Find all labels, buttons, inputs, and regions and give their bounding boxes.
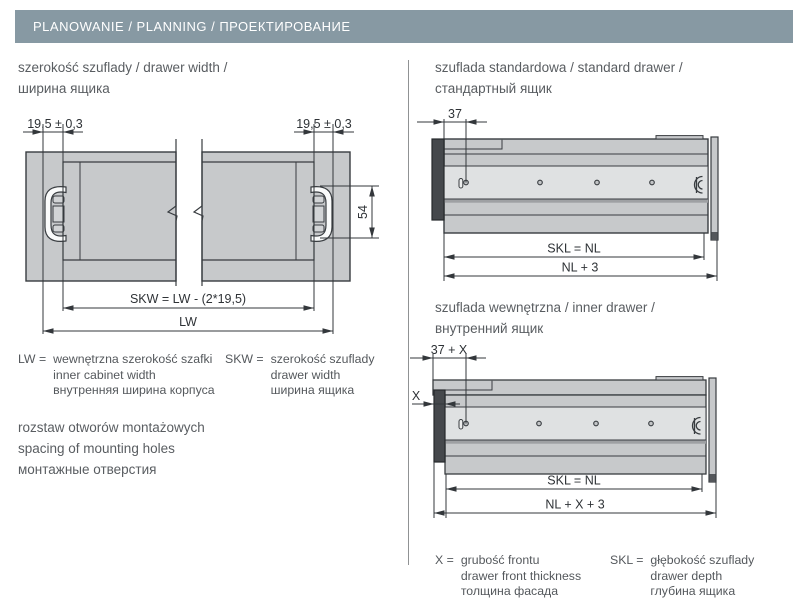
dim-total: NL + X + 3 <box>545 497 605 512</box>
title-line: szuflada standardowa / standard drawer / <box>435 60 683 75</box>
legend-term: LW = <box>18 352 47 366</box>
width-legend <box>18 352 400 399</box>
dim-front-offset: 37 <box>448 107 462 121</box>
dim-lw: LW <box>179 315 197 329</box>
legend-definition: wewnętrzna szerokość szafki inner cabinet width внутренняя ширина корпуса <box>53 352 215 397</box>
depth-legend <box>435 553 795 600</box>
dim-skw: SKW = LW - (2*19,5) <box>129 292 247 306</box>
section-title-standard-drawer <box>435 57 683 99</box>
legend-definition: grubość frontu drawer front thickness толщина фасада <box>460 553 582 598</box>
dim-skl: SKL = NL <box>547 473 601 488</box>
dim-offset-right: 19,5 ± 0,3 <box>296 117 352 131</box>
slide-side-view <box>433 377 716 482</box>
legend-term: X = <box>435 553 454 567</box>
title-line: стандартный ящик <box>435 81 552 96</box>
legend-definition: szerokość szuflady drawer width ширина ящика <box>270 352 375 397</box>
legend-item-x <box>435 553 610 600</box>
dim-slide-height: 54 <box>356 205 370 219</box>
cabinet-cross-section <box>26 139 350 286</box>
legend-term: SKL = <box>610 553 644 567</box>
dim-offset-left: 19,5 ± 0,3 <box>27 117 83 131</box>
title-line: внутренний ящик <box>435 321 544 336</box>
section-title-drawer-width <box>18 57 227 99</box>
title-line: szuflada wewnętrzna / inner drawer / <box>435 300 655 315</box>
page-title: PLANOWANIE / PLANNING / ПРОЕКТИРОВАНИЕ <box>33 19 351 34</box>
title-line: ширина ящика <box>18 81 110 96</box>
section-title-inner-drawer <box>435 297 655 339</box>
slide-end-cap <box>711 137 718 240</box>
front-slot <box>459 179 463 189</box>
drawer-front-panel <box>434 390 445 462</box>
standard-drawer-diagram <box>415 105 800 290</box>
dim-front-offset: 37 + X <box>430 343 468 357</box>
legend-definition: głębokość szuflady drawer depth глубина ящика <box>650 553 755 598</box>
drawer-width-diagram <box>15 112 410 347</box>
legend-term: SKW = <box>225 352 264 366</box>
slide-end-cap <box>709 378 716 482</box>
inner-drawer-diagram <box>408 340 800 530</box>
title-line: szerokość szuflady / drawer width / <box>18 60 228 75</box>
mounting-holes-note: rozstaw otworów montażowych spacing of mounting holes монтажные отверстия <box>18 420 205 477</box>
slide-side-view <box>432 136 718 240</box>
header-bar <box>15 10 793 43</box>
front-slot <box>459 420 463 430</box>
dim-skl: SKL = NL <box>547 241 601 256</box>
legend-item-lw <box>18 352 225 399</box>
legend-item-skl <box>610 553 754 600</box>
dim-total: NL + 3 <box>561 260 599 275</box>
drawer-front-panel <box>432 139 444 220</box>
legend-item-skw <box>225 352 375 399</box>
dim-front-thickness: X <box>411 389 421 403</box>
